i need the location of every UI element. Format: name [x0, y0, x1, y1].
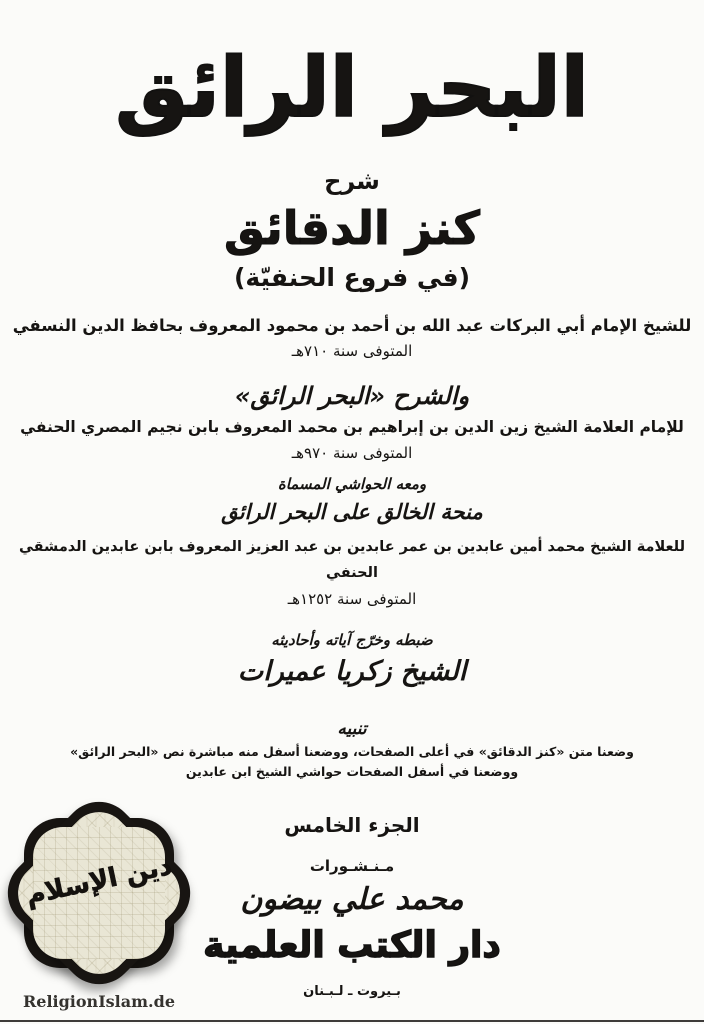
- base-author-line: للشيخ الإمام أبي البركات عبد الله بن أحمد بن محمود المعروف بحافظ الدين النسفي: [12, 316, 692, 335]
- notice-heading: تنبيه: [337, 719, 367, 739]
- notice-line-2: ووضعنا في أسفل الصفحات حواشي الشيخ ابن عابدين: [185, 764, 519, 779]
- editor-intro: ضبطه وخرّج آياته وأحاديثه: [271, 631, 433, 649]
- editor-name: الشيخ زكريا عميرات: [237, 656, 467, 687]
- din-al-islam-calligraphy: دين الإسلام: [23, 850, 175, 912]
- base-text-title: كنز الدقائق: [224, 201, 480, 255]
- base-text-subject: (في فروع الحنفيّة): [234, 263, 470, 292]
- volume-number: الجزء الخامس: [284, 813, 420, 837]
- marginalia-title: منحة الخالق على البحر الرائق: [221, 500, 483, 524]
- commentary-author-line: للإمام العلامة الشيخ زين الدين بن إبراهيم بن محمد المعروف بابن نجيم المصري الحنفي: [20, 418, 684, 436]
- marginalia-author-death-date: المتوفى سنة ١٢٥٢هـ: [287, 590, 417, 608]
- commentary-author-death-date: المتوفى سنة ٩٧٠هـ: [291, 444, 413, 462]
- commentary-word: شرح: [324, 167, 380, 195]
- publisher-label: مـنـشـورات: [309, 857, 395, 875]
- base-author-death-date: المتوفى سنة ٧١٠هـ: [291, 342, 413, 360]
- marginalia-intro: ومعه الحواشي المسماة: [277, 475, 427, 493]
- publisher-person-signature: محمد علي بيضون: [240, 882, 464, 917]
- din-al-islam-medallion-icon: [24, 818, 174, 968]
- religionislam-url-text: ReligionIslam.de: [22, 992, 175, 1011]
- notice-line-1: وضعنا متن «كنز الدقائق» في أعلى الصفحات، ووضعنا أسفل منه مباشرة نص «البحر الرائق»: [70, 744, 634, 759]
- commentary-title-line: والشرح «البحر الرائق»: [234, 382, 470, 410]
- marginalia-author-line: للعلامة الشيخ محمد أمين عابدين بن عمر عابدين بن عبد العزيز المعروف بابن عابدين الدمشقي الحنفي: [18, 539, 686, 581]
- page-bottom-edge: [0, 1020, 704, 1022]
- publisher-house-logo: دار الكتب العلمية: [203, 925, 501, 966]
- religionislam-watermark-stamp: [4, 812, 194, 1018]
- book-main-title: البحر الرائق: [115, 41, 589, 136]
- publisher-location: بـيروت ـ لـبـنان: [303, 984, 401, 999]
